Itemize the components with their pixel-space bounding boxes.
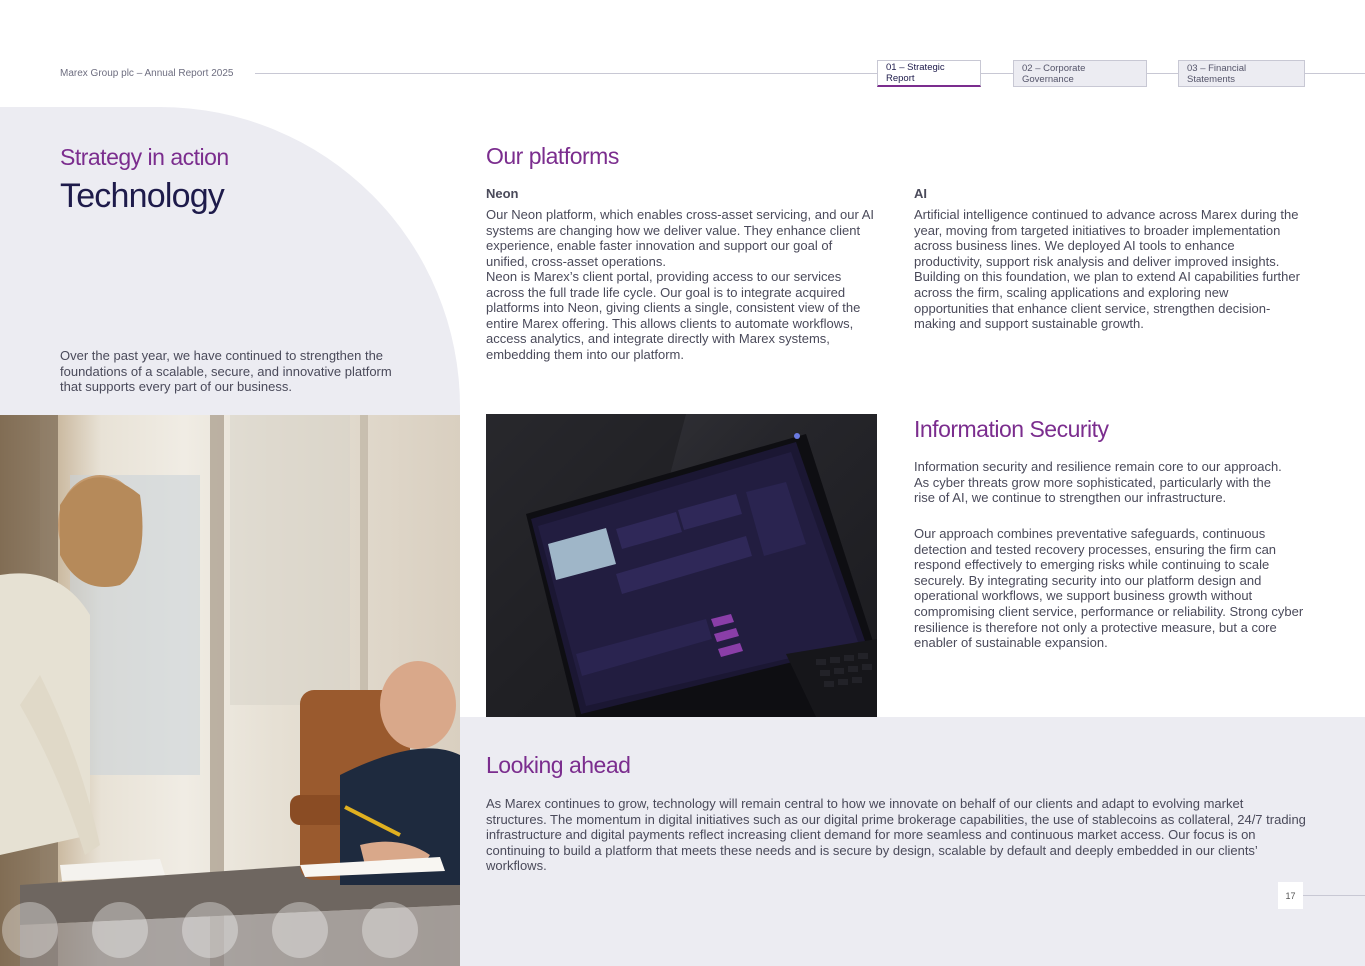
platforms-heading: Our platforms <box>486 143 619 169</box>
ai-paragraph: Artificial intelligence continued to advance across Marex during the year, moving from targeted initiatives to broader implementation across business lines. We deployed AI tools to enhance productivity, support risk analysis and deliver improved insights. Building on this foundation, we plan to extend AI capabilities further across the firm, scaling applications and exploring new opportunities that enhance client service, strengthen decision-making and support sustainable growth. <box>914 207 1300 332</box>
tab-corporate-governance[interactable]: 02 – Corporate Governance <box>1013 60 1147 87</box>
neon-paragraph-1: Our Neon platform, which enables cross-asset servicing, and our AI systems are changing how we deliver value. They enhance client experience, enable faster innovation and support our goal of unified, cross-asset operations. <box>486 207 875 269</box>
page-number: 17 <box>1278 882 1303 909</box>
infosec-paragraph-2: Our approach combines preventative safeguards, continuous detection and tested recovery processes, ensuring the firm can respond effectively to emerging risks while continuing to scale securely. By integrating security into our platform design and operational workflows, we support business growth without compromising client service, performance or reliability. Strong cyber resilience is therefore not only a protective measure, but a core enabler of sustainable expansion. <box>914 526 1304 651</box>
neon-title: Neon <box>486 186 519 201</box>
office-photo <box>0 415 460 966</box>
intro-text: Over the past year, we have continued to strengthen the foundations of a scalable, secure, and innovative platform that supports every part of our business. <box>60 348 392 395</box>
laptop-photo <box>486 414 877 717</box>
document-title: Marex Group plc – Annual Report 2025 <box>60 68 234 79</box>
looking-ahead-paragraph: As Marex continues to grow, technology will remain central to how we innovate on behalf of our clients and adapt to evolving market structures. The momentum in digital initiatives such as our digital prime brokerage capabilities, the use of stablecoins as collateral, 24/7 trading infrastructure and digital payments reflect increasing client demand for more seamless and continuous market access. Our focus is on continuing to build a platform that meets these needs and is secure by design, scalable by default and deeply embedded in our clients’ workflows. <box>486 796 1306 874</box>
infosec-paragraph-1: Information security and resilience remain core to our approach. As cyber threats grow more sophisticated, particularly with the rise of AI, we continue to strengthen our infrastructure. <box>914 459 1282 506</box>
infosec-heading: Information Security <box>914 416 1109 442</box>
neon-paragraph-2: Neon is Marex’s client portal, providing access to our services across the full trade life cycle. Our goal is to integrate acquired platforms into Neon, giving clients a single, consistent view of the entire Marex offering. This allows clients to automate workflows, access analytics, and integrate directly with Marex systems, embedding them into our platform. <box>486 269 861 362</box>
page-number-rule <box>1303 895 1365 896</box>
section-eyebrow: Strategy in action <box>60 144 229 170</box>
ai-title: AI <box>914 186 927 201</box>
tab-strategic-report[interactable]: 01 – Strategic Report <box>877 60 981 87</box>
section-title: Technology <box>60 177 225 215</box>
tab-financial-statements[interactable]: 03 – Financial Statements <box>1178 60 1305 87</box>
looking-ahead-heading: Looking ahead <box>486 752 631 778</box>
